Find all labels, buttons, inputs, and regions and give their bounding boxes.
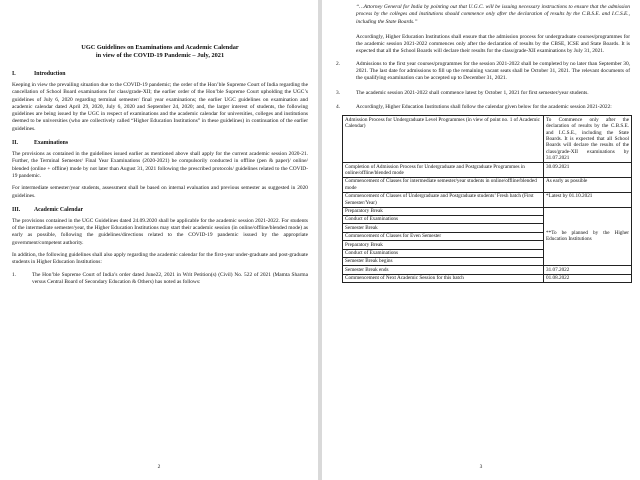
- table-cell: Semester Break ends: [343, 266, 544, 274]
- table-row: [343, 274, 632, 282]
- section-examinations-heading: [12, 139, 308, 147]
- table-cell: 30.09.2021: [544, 163, 632, 178]
- table-row: [343, 266, 632, 274]
- list-item: [12, 272, 308, 287]
- section-title: Examinations: [34, 140, 69, 147]
- table-row: [343, 177, 632, 192]
- section-number: III.: [12, 206, 21, 213]
- table-row: [343, 163, 632, 178]
- item-number: 3.: [336, 89, 341, 96]
- table-cell: Completion of Admission Process for Undergraduate and Postgraduate Programmes in online/offline/blended mode: [343, 163, 544, 178]
- item-number: 4.: [336, 103, 341, 110]
- page-2: [0, 0, 318, 480]
- page-number: 2: [157, 464, 161, 470]
- section-introduction-heading: [12, 70, 308, 78]
- table-cell: Commencement of Classes for Even Semester: [343, 232, 544, 240]
- table-cell: **To be planned by the Higher Education Institutions: [544, 207, 632, 266]
- page-number: 3: [479, 464, 483, 470]
- calendar-paragraph-1: The provisions contained in the UGC Guidelines dated 24.09.2020 shall be applicable for the academic session 2021-2022. For students of the intermediate semester/year, the Higher Education Institutions may start their academic session (in online/offline/blended mode) as early as possible, following the guidelines/directions related to the COVID-19 pandemic issued by the appropriate government/competent authority.: [12, 217, 308, 246]
- table-row: [343, 192, 632, 207]
- table-cell: Commencement of Next Academic Session for this batch: [343, 274, 544, 282]
- table-cell: Commencement of Classes of Undergraduate and Postgraduate students’ Fresh batch (First Semester/Year): [343, 192, 544, 207]
- table-cell: Semester Break: [343, 224, 544, 232]
- table-cell: *Latest by 01.10.2021: [544, 192, 632, 207]
- section-title: Introduction: [34, 71, 66, 77]
- introduction-paragraph: Keeping in view the prevailing situation due to the COVID-19 pandemic; the order of the Hon’ble Supreme Court of India regarding the cancellation of School Board examinations for class/grade-XII; the earlier order of the Hon’ble Supreme Court upholding the UGC’s guidelines of July 6, 2020 regarding terminal semester/ final year examinations; the earlier UGC guidelines on examination and academic calendar dated April 29, 2020, July 6, 2020 and September 24, 2020; and, the larger interest of students, the following guidelines are being issued by the UGC in respect of examinations and the academic calendar for universities, colleges and institutions deemed to be universities (who are collectively called “Higher Education Institutions” in these guidelines) in continuation of the earlier guidelines.: [12, 82, 308, 132]
- list-item: [336, 104, 630, 111]
- list-item: [336, 61, 630, 83]
- title-line-1: UGC Guidelines on Examinations and Academic Calendar: [81, 44, 239, 51]
- table-cell: As early as possible: [544, 177, 632, 192]
- calendar-paragraph-2: In addition, the following guidelines shall also apply regarding the academic calendar for the first-year under-graduate and post-graduate students in Higher Education Institutions:: [12, 252, 308, 266]
- table-cell: Preparatory Break: [343, 241, 544, 249]
- court-quote: “…Attorney General for India by pointing out that U.G.C. will be issuing necessary instructions to ensure that the admission process by the colleges and institutions should commence only after the declaration of results by the C.B.S.E. and I.C.S.E., including the State Boards.”: [356, 4, 630, 25]
- item-number: 1.: [12, 271, 17, 278]
- examinations-paragraph-2: For intermediate semester/year students, assessment shall be based on internal evaluation and previous semester as suggested in 2020 guidelines.: [12, 185, 308, 199]
- table-cell: Preparatory Break: [343, 207, 544, 215]
- table-cell: Conduct of Examinations: [343, 249, 544, 257]
- table-row: [343, 207, 632, 215]
- section-academic-calendar-heading: [12, 206, 308, 214]
- accordingly-paragraph: Accordingly, Higher Education Institutions shall ensure that the admission process for undergraduate courses/programmes for the academic session 2021-2022 commences only after the declaration of results by the CBSE, ICSE and State Boards. It is expected that all the School Boards will declare their results for the class/grade-XII examinations by July 31, 2021.: [356, 33, 630, 55]
- table-cell: Admission Process for Undergraduate Level Programmes (in view of point no. 1 of Academic Calendar): [343, 116, 544, 163]
- section-number: II.: [12, 140, 18, 147]
- table-cell: 01.08.2022: [544, 274, 632, 282]
- list-item: [336, 90, 630, 97]
- table-cell: 31.07.2022: [544, 266, 632, 274]
- examinations-paragraph-1: The provisions as contained in the guidelines issued earlier as mentioned above shall apply for the current academic session 2020-21. Further, the Terminal Semester/ Final Year Examinations (2020-2021) be compulsorily conducted in offline (pen & paper)/ online/ blended (online + offline) mode by not later than August 31, 2021 following the prescribed protocols/ guidelines related to the COVID-19 pandemic.: [12, 151, 308, 179]
- document-title: [12, 44, 308, 60]
- item-text: Accordingly, Higher Education Institutions shall follow the calendar given below for the academic session 2021-2022:: [356, 103, 612, 110]
- section-title: Academic Calendar: [34, 206, 84, 213]
- table-cell: Semester Break begins: [343, 257, 544, 265]
- page-3: [322, 0, 640, 480]
- academic-calendar-table: [342, 115, 632, 283]
- item-text: The Hon’ble Supreme Court of India’s order dated June22, 2021 in Writ Petition(s) (Civil) No. 522 of 2021 (Mamta Sharma versus Central Board of Secondary Education & Others) has noted as follows:: [32, 271, 308, 285]
- table-cell: Conduct of Examinations: [343, 215, 544, 223]
- item-text: Admissions to the first year courses/programmes for the session 2021-2022 shall be completed by no later than September 30, 2021. The last date for admissions to fill up the remaining vacant seats shall be October 31, 2021. The relevant documents of the qualifying examination can be accepted up to December 31, 2021.: [356, 60, 630, 82]
- section-number: I.: [12, 71, 16, 77]
- title-line-2: in view of the COVID-19 Pandemic – July, 2021: [95, 52, 225, 59]
- table-row: [343, 116, 632, 163]
- table-cell: Commencement of Classes for intermediate semester/year students in online/offline/blended mode: [343, 177, 544, 192]
- item-text: The academic session 2021-2022 shall commence latest by October 1, 2021 for first semester/year students.: [356, 89, 589, 96]
- item-number: 2.: [336, 60, 341, 67]
- table-cell: To Commence only after the declaration of results by the C.B.S.E. and I.C.S.E., including the State Boards. It is expected that all School Boards will declare the results of the class/grade-XII examinations by 31.07.2021: [544, 116, 632, 163]
